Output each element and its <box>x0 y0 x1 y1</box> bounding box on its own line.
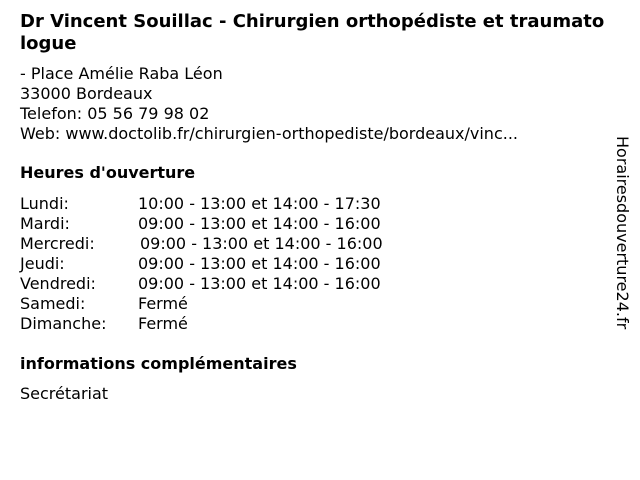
day-label: Lundi: <box>20 194 69 213</box>
website-link[interactable]: Web: www.doctolib.fr/chirurgien-orthopediste/bordeaux/vinc... <box>20 124 518 143</box>
day-label: Dimanche: <box>20 314 107 333</box>
address-city: 33000 Bordeaux <box>20 84 153 103</box>
address-street: - Place Amélie Raba Léon <box>20 64 223 83</box>
time-value: Fermé <box>138 314 188 333</box>
day-label: Vendredi: <box>20 274 96 293</box>
time-value: 09:00 - 13:00 et 14:00 - 16:00 <box>138 254 381 273</box>
additional-info-text: Secrétariat <box>20 384 109 403</box>
address-block <box>20 64 518 144</box>
day-label: Samedi: <box>20 294 86 313</box>
time-value: 09:00 - 13:00 et 14:00 - 16:00 <box>138 214 381 233</box>
time-value: 09:00 - 13:00 et 14:00 - 16:00 <box>140 234 383 253</box>
time-value: 10:00 - 13:00 et 14:00 - 17:30 <box>138 194 381 213</box>
phone-number: Telefon: 05 56 79 98 02 <box>20 104 210 123</box>
day-label: Mercredi: <box>20 234 95 253</box>
day-label: Jeudi: <box>20 254 65 273</box>
time-value: Fermé <box>138 294 188 313</box>
watermark-text: Horairesdouverture24.fr <box>613 136 632 330</box>
additional-info-title: informations complémentaires <box>20 354 297 373</box>
page-title: Dr Vincent Souillac - Chirurgien orthopédiste et traumatologue <box>20 11 605 54</box>
day-label: Mardi: <box>20 214 70 233</box>
site-watermark <box>612 136 634 370</box>
opening-hours-title: Heures d'ouverture <box>20 163 196 182</box>
time-value: 09:00 - 13:00 et 14:00 - 16:00 <box>138 274 381 293</box>
